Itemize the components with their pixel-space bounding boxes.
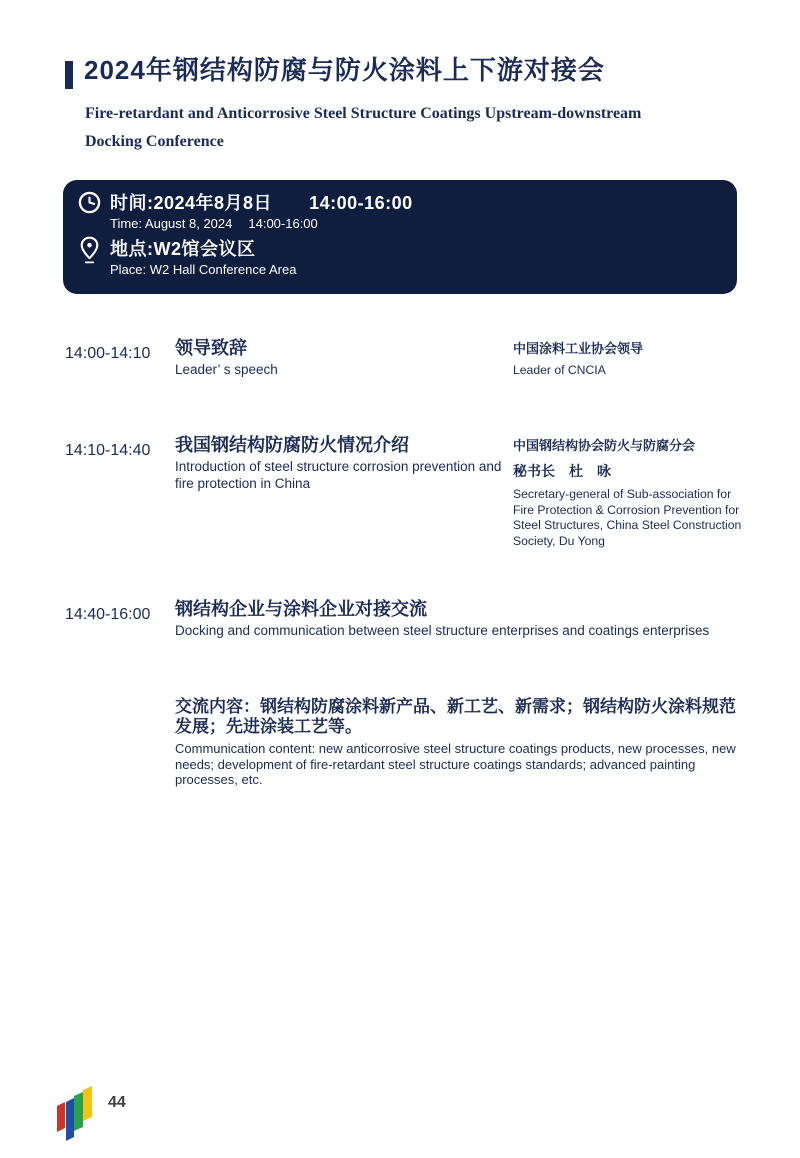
title-accent-bar [65, 61, 73, 89]
clock-icon [78, 191, 101, 219]
page-title-cn: 2024年钢结构防腐与防火涂料上下游对接会 [84, 55, 605, 85]
schedule-time-3: 14:40-16:00 [65, 606, 151, 623]
speaker-cn-1: 中国涂料工业协会领导 [513, 341, 644, 356]
page-title-en-line1: Fire-retardant and Anticorrosive Steel Structure Coatings Upstream-downstream [85, 105, 642, 122]
speaker-name-cn-2: 秘书长 杜 咏 [513, 463, 611, 479]
time-label-cn: 时间:2024年8月8日 [110, 193, 273, 213]
speaker-en-1: Leader of CNCIA [513, 363, 606, 377]
speaker-cn-2: 中国钢结构协会防火与防腐分会 [513, 438, 696, 453]
schedule-item-1 [175, 338, 278, 379]
schedule-title-cn-3: 钢结构企业与涂料企业对接交流 [175, 599, 427, 619]
content-note-cn: 交流内容：钢结构防腐涂料新产品、新工艺、新需求；钢结构防火涂料规范发展；先进涂装工艺等。 [175, 697, 736, 736]
page-title-en-line2: Docking Conference [85, 133, 224, 150]
page-number: 44 [108, 1094, 126, 1111]
time-label-en: Time: August 8, 2024 [110, 216, 233, 231]
schedule-title-en-1: Leader’ s speech [175, 362, 278, 377]
schedule-speaker-2 [513, 438, 745, 549]
content-note-en: Communication content: new anticorrosive steel structure coatings products, new processes, new needs; development of fire-retardant steel structure coatings standards; advanced painting processes, etc. [175, 741, 736, 787]
color-bars-logo [57, 1086, 93, 1147]
location-pin-icon [80, 236, 99, 270]
schedule-time-2: 14:10-14:40 [65, 442, 151, 459]
content-note [175, 697, 741, 788]
time-place-info-box [63, 180, 737, 294]
schedule-title-en-2: Introduction of steel structure corrosion prevention and fire protection in China [175, 459, 502, 491]
schedule-title-cn-1: 领导致辞 [175, 338, 247, 358]
time-range-cn: 14:00-16:00 [309, 193, 413, 213]
time-range-en: 14:00-16:00 [248, 216, 318, 231]
schedule-item-3 [175, 599, 740, 640]
place-line-cn: 地点:W2馆会议区 [110, 239, 256, 259]
schedule-item-2 [175, 435, 510, 492]
place-line-en: Place: W2 Hall Conference Area [110, 262, 297, 277]
schedule-title-cn-2: 我国钢结构防腐防火情况介绍 [175, 435, 409, 455]
time-line-en [110, 216, 318, 231]
schedule-title-en-3: Docking and communication between steel structure enterprises and coatings enterprises [175, 623, 710, 638]
schedule-speaker-1 [513, 341, 745, 379]
schedule-time-1: 14:00-14:10 [65, 345, 151, 362]
speaker-en-2: Secretary-general of Sub-association for Fire Protection & Corrosion Prevention for Steel Structures, China Steel Construction Society, Du Yong [513, 487, 742, 548]
page-title-en [85, 100, 725, 156]
time-line-cn [110, 189, 413, 215]
